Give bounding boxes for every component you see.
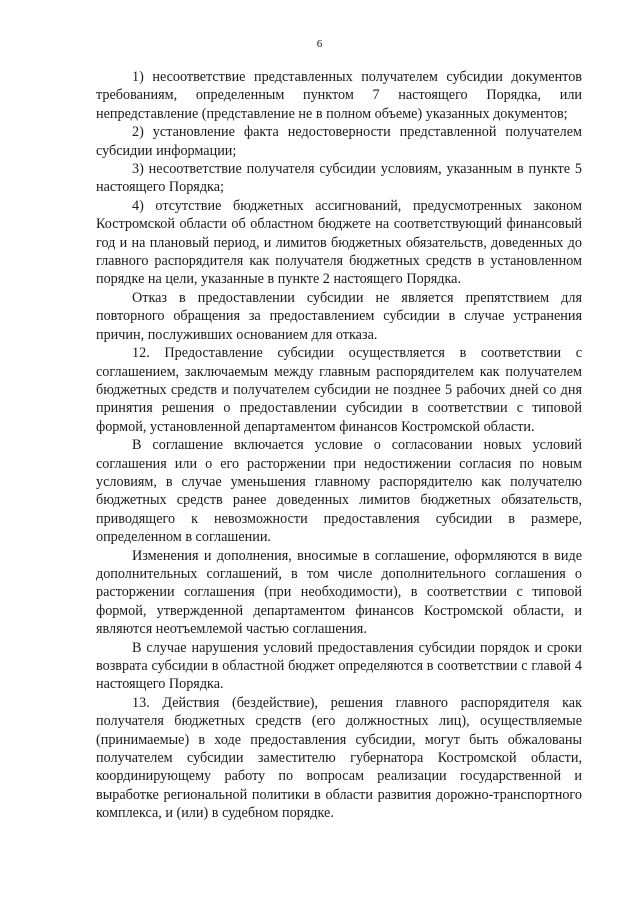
paragraph-clause-13: 13. Действия (бездействие), решения главного распорядителя как получателя бюджетных средств (его должностных лиц), осуществляемые (принимаемые) в ходе предоставления субсидии, могут быть обжалованы получателем субсидии заместителю губернатора Костромской области, координирующему работу по вопросам реализации государственной и выработке региональной политики в области развития дорожно-транспортного комплекса, и (или) в судебном порядке. [96,694,582,822]
paragraph-agreement-conditions: В соглашение включается условие о согласовании новых условий соглашения или о его расторжении при недостижении согласия по новым условиям, в случае уменьшения главному распорядителю как получателю бюджетных средств ранее доведенных лимитов бюджетных обязательств, приводящего к невозможности предоставления субсидии в размере, определенном в соглашении. [96,437,582,546]
paragraph-violation-return: В случае нарушения условий предоставления субсидии порядок и сроки возврата субсидии в областной бюджет определяются в соответствии с главой 4 настоящего Порядка. [96,639,582,693]
paragraph-item-2-false-information: 2) установление факта недостоверности представленной получателем субсидии информации; [96,124,582,159]
paragraph-item-4-no-budget-allocations: 4) отсутствие бюджетных ассигнований, предусмотренных законом Костромской области об областном бюджете на соответствующий финансовый год и на плановый период, и лимитов бюджетных обязательств, доведенных до главного распорядителя как получателя бюджетных средств в установленном порядке на цели, указанные в пункте 2 настоящего Порядка. [96,197,582,288]
paragraph-item-1-documents-mismatch: 1) несоответствие представленных получателем субсидии документов требованиям, определенным пунктом 7 настоящего Порядка, или непредставление (представление не в полном объеме) указанных документов; [96,69,582,122]
paragraph-agreement-amendments: Изменения и дополнения, вносимые в соглашение, оформляются в виде дополнительных соглашений, в том числе дополнительного соглашения о расторжении соглашения (при необходимости), в соответствии с типовой формой, утвержденной департаментом финансов Костромской области, и являются неотъемлемой частью соглашения. [96,547,582,638]
page-number: 6 [316,38,323,50]
paragraph-refusal-note: Отказ в предоставлении субсидии не является препятствием для повторного обращения за предоставлением субсидии в случае устранения причин, послуживших основанием для отказа. [96,289,582,343]
paragraph-clause-12: 12. Предоставление субсидии осуществляется в соответствии с соглашением, заключаемым между главным распорядителем как получателем бюджетных средств и получателем субсидии не позднее 5 рабочих дней со дня принятия решения о предоставлении субсидии в соответствии с типовой формой, установленной департаментом финансов Костромской области. [96,345,582,435]
paragraph-item-3-conditions-mismatch: 3) несоответствие получателя субсидии условиям, указанным в пункте 5 настоящего Порядка; [96,161,582,196]
document-body [96,68,582,823]
